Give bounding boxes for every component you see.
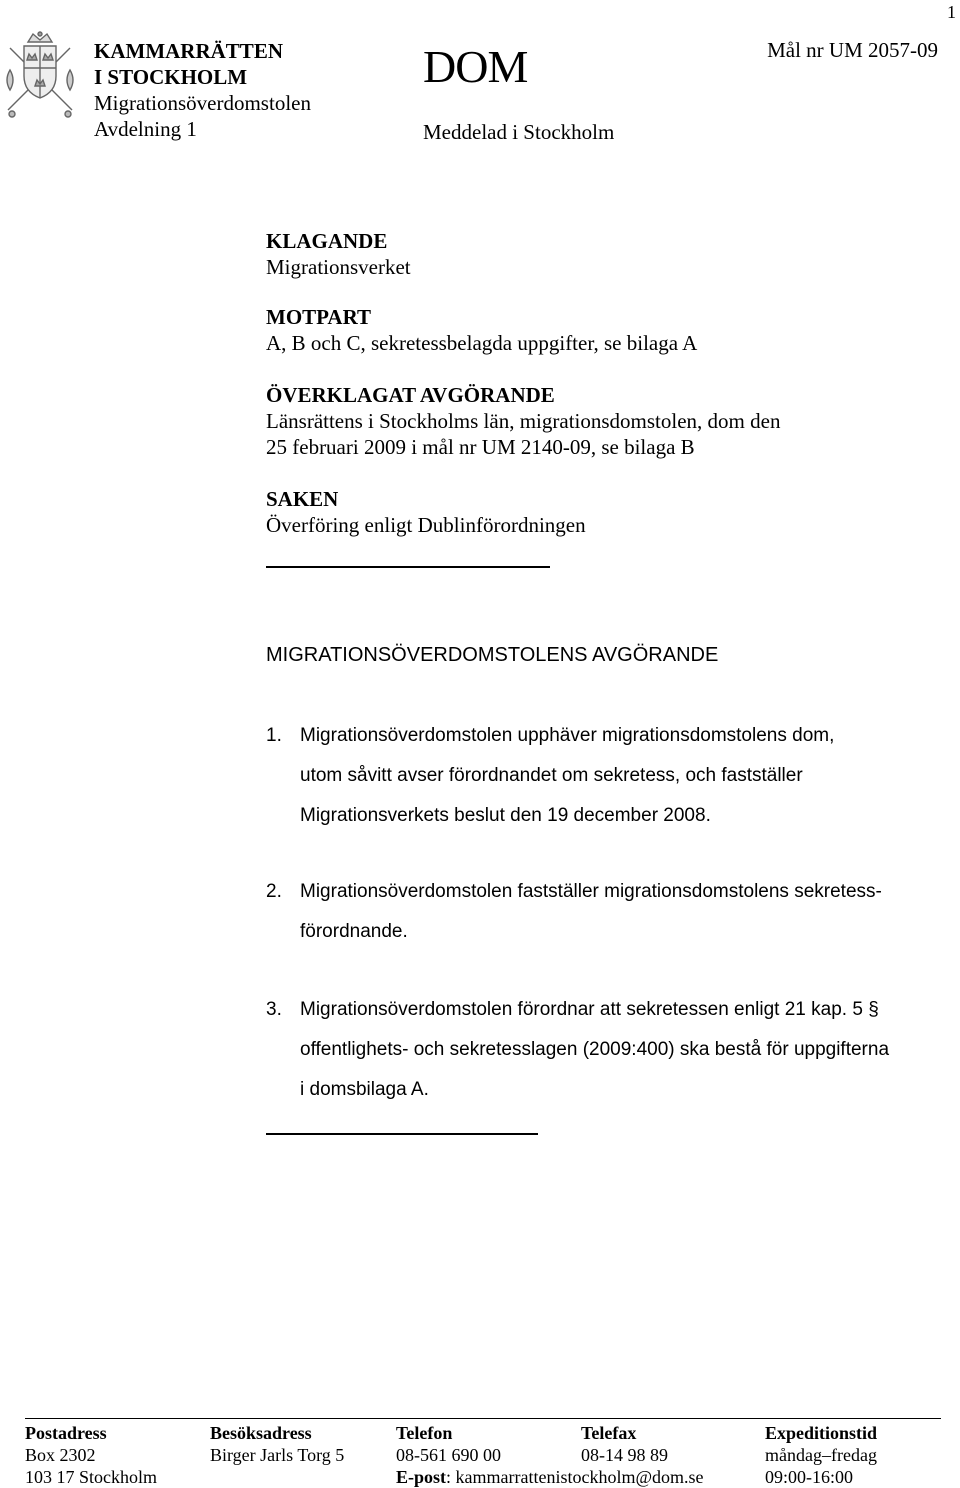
hours-days: måndag–fredag (765, 1445, 877, 1465)
item-number: 3. (266, 999, 282, 1020)
email-address[interactable]: : kammarrattenistockholm@dom.se (446, 1467, 704, 1487)
fax-heading: Telefax (581, 1423, 637, 1443)
item-number: 2. (266, 881, 282, 902)
matter-heading: SAKEN (266, 487, 339, 511)
court-name-block (94, 38, 311, 142)
announced-location: Meddelad i Stockholm (423, 120, 615, 144)
email-line (396, 1466, 704, 1488)
visit-heading: Besöksadress (210, 1423, 312, 1443)
phone-number: 08-561 690 00 (396, 1445, 501, 1465)
item-line: förordnande. (300, 921, 408, 942)
footer-postal (25, 1422, 157, 1488)
appealed-decision-heading: ÖVERKLAGAT AVGÖRANDE (266, 383, 555, 407)
hours-time: 09:00-16:00 (765, 1467, 853, 1487)
document-type-title: DOM (423, 41, 528, 92)
item-line: i domsbilaga A. (300, 1079, 429, 1100)
page-number: 1 (947, 2, 956, 22)
item-line: Migrationsöverdomstolen fastställer migrationsdomstolens sekretess- (300, 881, 882, 902)
appealed-decision-line1: Länsrättens i Stockholms län, migrationsdomstolen, dom den (266, 409, 781, 433)
hours-heading: Expeditionstid (765, 1423, 878, 1443)
postal-line1: Box 2302 (25, 1445, 96, 1465)
item-line: utom såvitt avser förordnandet om sekretess, och fastställer (300, 765, 803, 786)
item-number: 1. (266, 725, 282, 746)
postal-line2: 103 17 Stockholm (25, 1467, 158, 1487)
footer-visit (210, 1422, 344, 1466)
decision-item-2 (266, 872, 946, 952)
matter-text: Överföring enligt Dublinförordningen (266, 513, 586, 537)
court-name-line2: I STOCKHOLM (94, 65, 248, 89)
respondent-section (266, 304, 697, 356)
appealed-decision-line2: 25 februari 2009 i mål nr UM 2140-09, se bilaga B (266, 435, 695, 459)
respondent-name: A, B och C, sekretessbelagda uppgifter, se bilaga A (266, 331, 698, 355)
divider-line-top (266, 566, 550, 568)
email-label: E-post (396, 1467, 447, 1487)
decision-item-3 (266, 990, 946, 1110)
respondent-heading: MOTPART (266, 305, 372, 329)
decision-heading: MIGRATIONSÖVERDOMSTOLENS AVGÖRANDE (266, 644, 719, 666)
item-line: offentlighets- och sekretesslagen (2009:400) ska bestå för uppgifterna (300, 1039, 890, 1060)
divider-line-bottom (266, 1133, 538, 1135)
decision-item-1 (266, 716, 946, 836)
footer-fax (581, 1422, 668, 1466)
appellant-heading: KLAGANDE (266, 229, 388, 253)
appealed-decision-section (266, 382, 780, 460)
footer-hours (765, 1422, 877, 1488)
appellant-name: Migrationsverket (266, 255, 411, 279)
fax-number: 08-14 98 89 (581, 1445, 668, 1465)
footer-divider (25, 1418, 941, 1419)
item-line: Migrationsverkets beslut den 19 december 2008. (300, 805, 711, 826)
visit-line1: Birger Jarls Torg 5 (210, 1445, 345, 1465)
coat-of-arms-emblem (0, 30, 80, 120)
phone-heading: Telefon (396, 1423, 453, 1443)
court-section: Avdelning 1 (94, 117, 197, 141)
item-line: Migrationsöverdomstolen upphäver migrationsdomstolens dom, (300, 725, 835, 746)
case-number: Mål nr UM 2057-09 (767, 38, 938, 62)
court-division: Migrationsöverdomstolen (94, 91, 311, 115)
item-line: Migrationsöverdomstolen förordnar att sekretessen enligt 21 kap. 5 § (300, 999, 879, 1020)
court-name-line1: KAMMARRÄTTEN (94, 39, 283, 63)
postal-heading: Postadress (25, 1423, 107, 1443)
appellant-section (266, 228, 411, 280)
matter-section (266, 486, 586, 538)
